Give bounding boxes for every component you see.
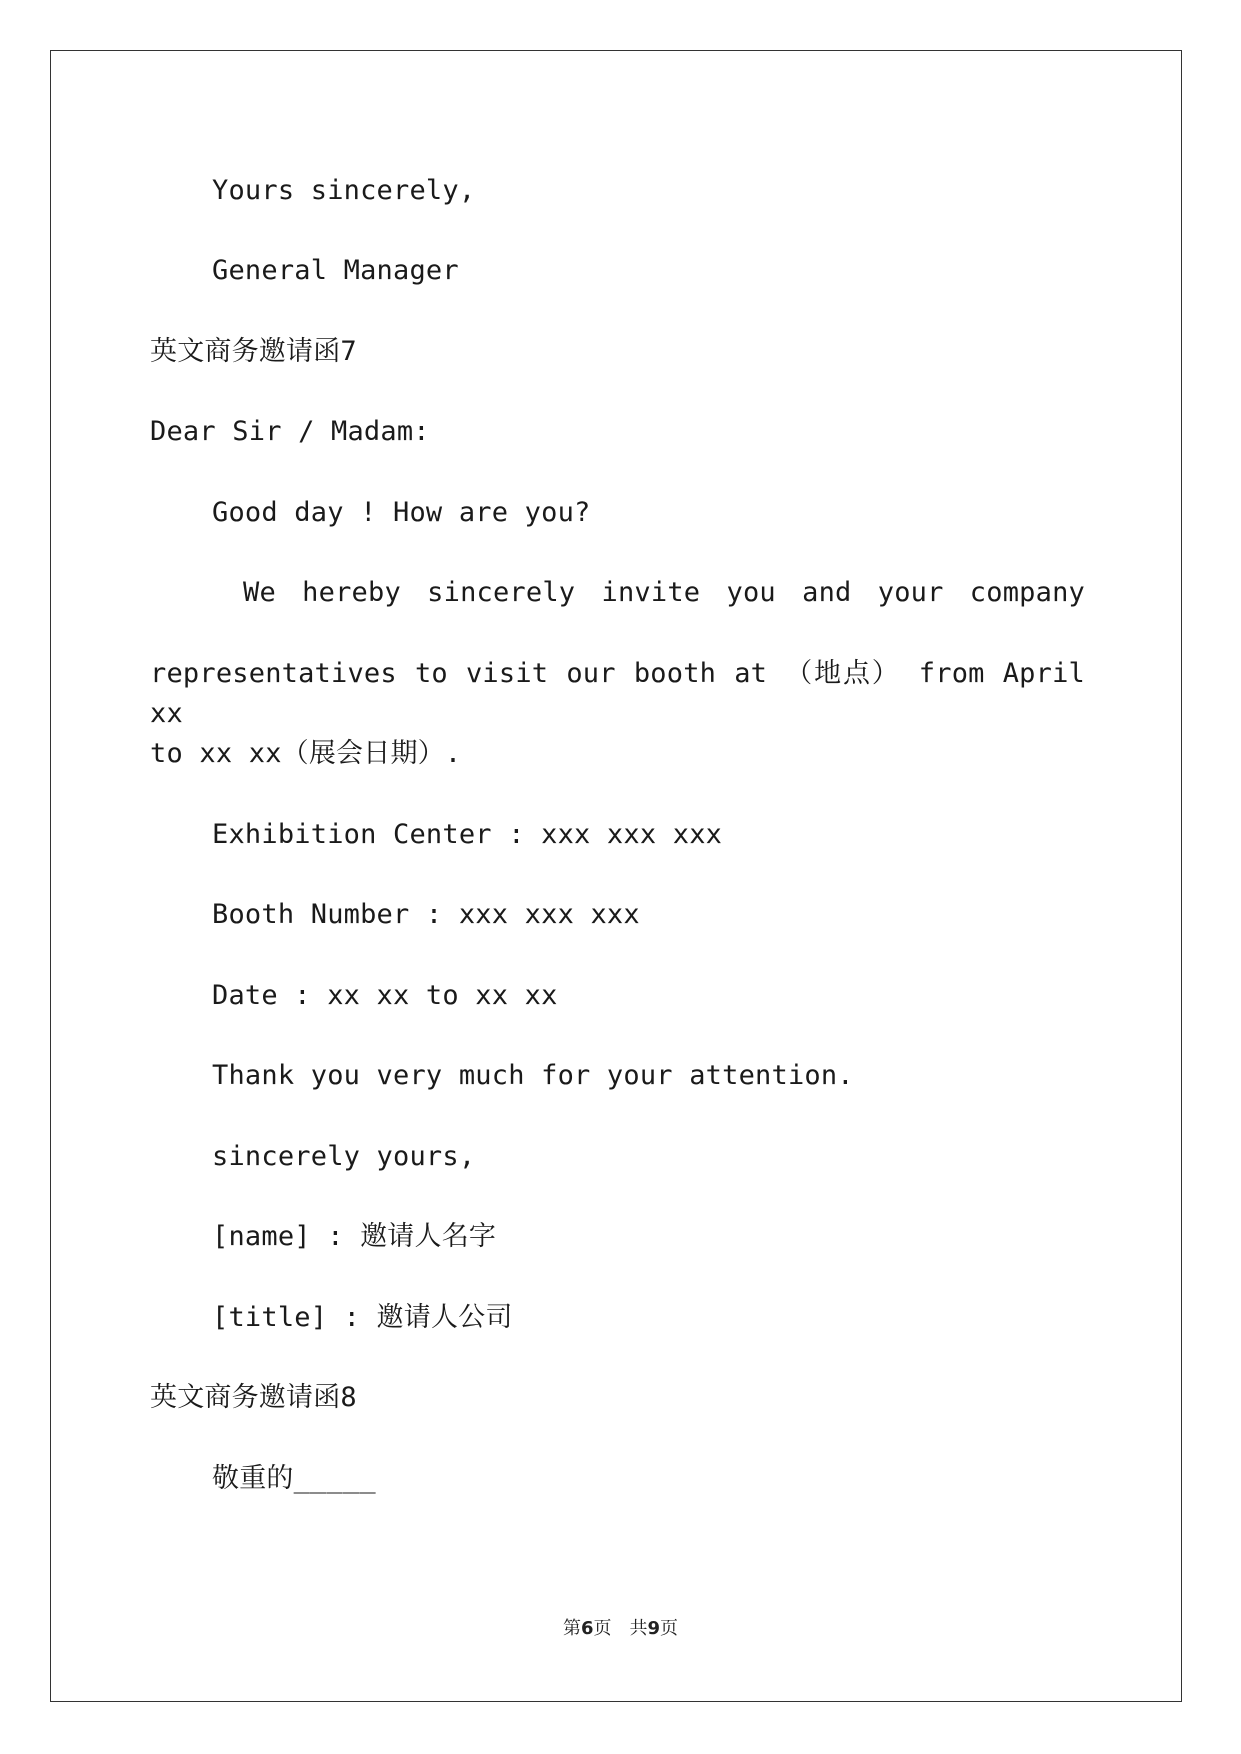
- footer-total-pages: 9: [647, 1618, 661, 1639]
- page-border: [50, 50, 1182, 1702]
- body-paragraph-line-2: representatives to visit our booth at （地点） from April xx: [150, 658, 1085, 729]
- section-heading-7: 英文商务邀请函7: [150, 336, 357, 367]
- greeting: Dear Sir / Madam:: [150, 416, 430, 447]
- footer-middle: 页 共: [593, 1618, 648, 1639]
- booth-number: Booth Number : xxx xxx xxx: [212, 899, 640, 930]
- closing-salutation: Yours sincerely,: [212, 175, 476, 206]
- opening-line: Good day ! How are you?: [212, 497, 591, 528]
- exhibition-date: Date : xx xx to xx xx: [212, 980, 558, 1011]
- signer-title: General Manager: [212, 255, 459, 286]
- salutation-8: 敬重的_____: [212, 1463, 376, 1494]
- inviter-name: [name] : 邀请人名字: [212, 1221, 497, 1252]
- closing-line: sincerely yours,: [212, 1141, 476, 1172]
- footer-prefix: 第: [562, 1618, 581, 1639]
- footer-suffix: 页: [660, 1618, 679, 1639]
- inviter-title: [title] : 邀请人公司: [212, 1302, 513, 1333]
- footer-page-number: 6: [580, 1618, 594, 1639]
- exhibition-center: Exhibition Center : xxx xxx xxx: [212, 819, 723, 850]
- page-footer: [0, 1617, 1241, 1641]
- body-paragraph-line-1: We hereby sincerely invite you and your company: [243, 577, 1085, 608]
- thanks-line: Thank you very much for your attention.: [212, 1060, 854, 1091]
- section-heading-8: 英文商务邀请函8: [150, 1382, 357, 1413]
- body-paragraph-line-3: to xx xx（展会日期）.: [150, 738, 462, 769]
